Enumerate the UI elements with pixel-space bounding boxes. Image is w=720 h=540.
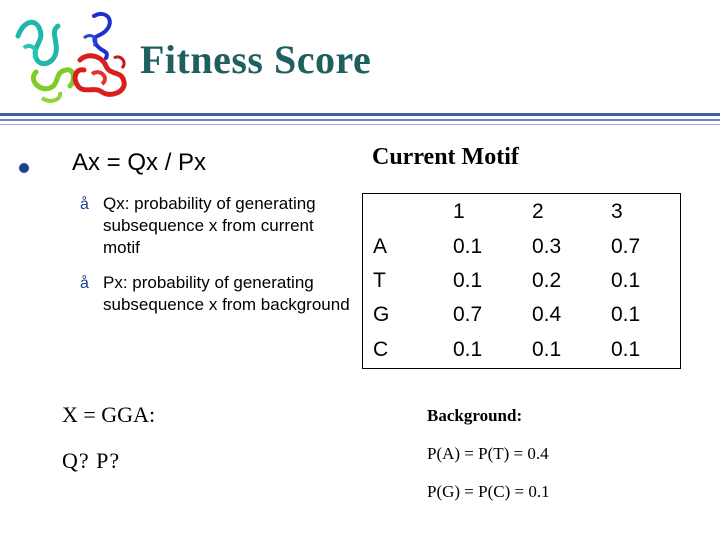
- x-sequence-line: X = GGA:: [62, 402, 156, 427]
- protein-structure-icon: [10, 8, 140, 108]
- sub-bullet-qx: Qx: probability of generating subsequence x from current motif: [103, 194, 316, 257]
- bullet-icon: [19, 163, 29, 173]
- background-prob-gc: P(G) = P(C) = 0.1: [427, 482, 550, 501]
- slide-title: Fitness Score: [140, 37, 372, 82]
- table-header-cell: 2: [522, 194, 601, 231]
- sub-bullet-px: Px: probability of generating subsequence x from background: [103, 273, 350, 314]
- table-cell: 0.1: [522, 332, 601, 369]
- table-cell: 0.7: [601, 230, 681, 264]
- table-header-row: [363, 194, 681, 231]
- background-title: Background:: [427, 406, 523, 425]
- table-cell: 0.1: [453, 269, 483, 292]
- motif-table: [362, 193, 681, 369]
- title-rule: [0, 113, 720, 116]
- motif-table-title: Current Motif: [372, 144, 519, 170]
- table-header-cell: 3: [601, 194, 681, 231]
- table-row-label: G: [363, 298, 444, 332]
- title-rule: [0, 124, 720, 125]
- formula: Ax = Qx / Px: [72, 149, 207, 176]
- question-line: Q? P?: [62, 448, 121, 473]
- table-cell: 0.3: [532, 235, 562, 258]
- sub-bullet-icon: å: [80, 196, 89, 213]
- table-row: [363, 264, 681, 298]
- table-cell: 0.1: [443, 332, 522, 369]
- table-cell: 0.1: [601, 298, 681, 332]
- table-header-cell: 1: [443, 194, 522, 231]
- table-cell: 0.4: [532, 303, 562, 326]
- table-row: [363, 298, 681, 332]
- table-row-label: C: [363, 332, 444, 369]
- table-cell: 0.2: [532, 269, 562, 292]
- sub-bullet-icon: å: [80, 275, 89, 292]
- title-rule: [0, 119, 720, 121]
- table-cell: 0.1: [601, 264, 681, 298]
- table-cell: 0.1: [453, 235, 483, 258]
- table-cell: 0.7: [453, 303, 483, 326]
- table-row-label: T: [363, 264, 444, 298]
- background-prob-at: P(A) = P(T) = 0.4: [427, 444, 549, 463]
- table-row: [363, 332, 681, 369]
- table-row-label: A: [363, 230, 444, 264]
- table-row: [363, 230, 681, 264]
- table-header-cell: [363, 194, 444, 231]
- table-cell: 0.1: [601, 332, 681, 369]
